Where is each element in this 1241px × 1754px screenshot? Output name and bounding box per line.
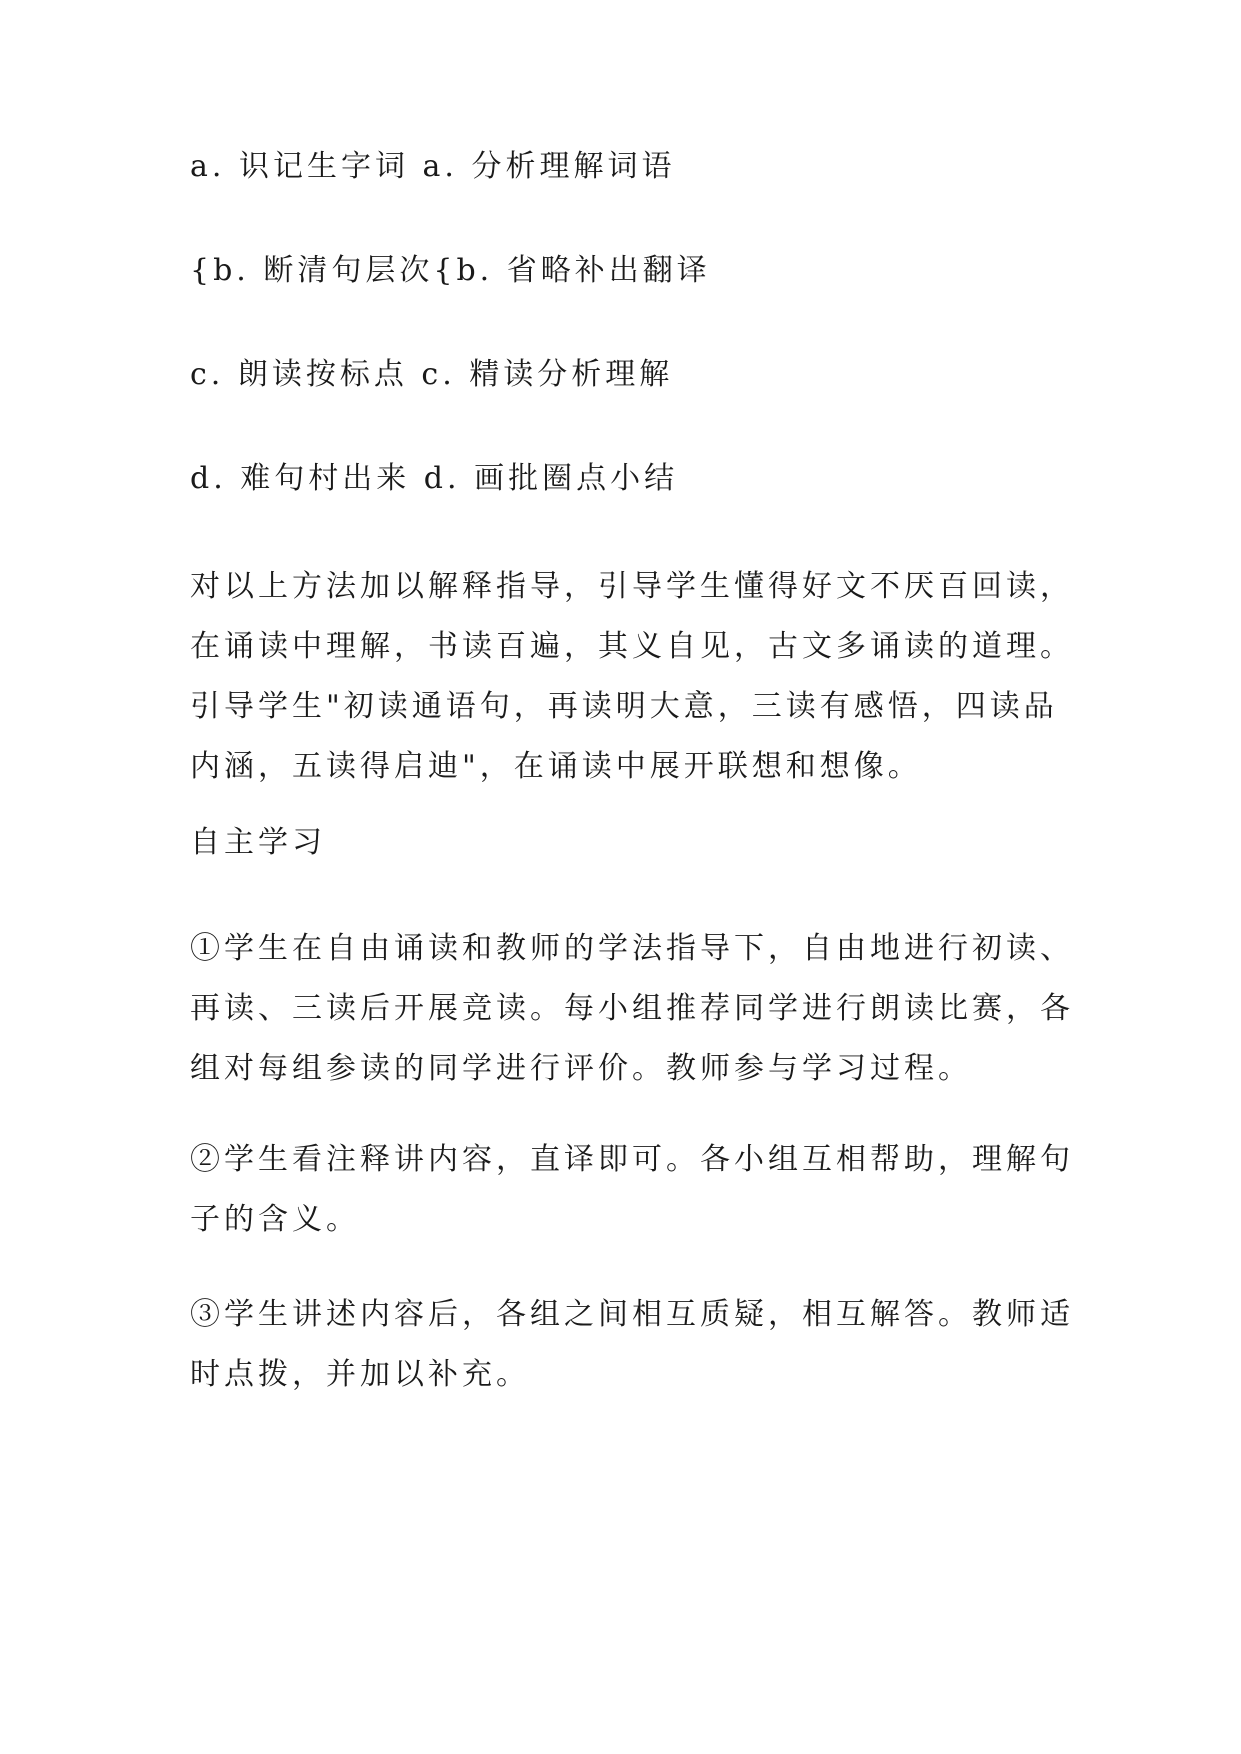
guidance-line: 内涵，五读得启迪"，在诵读中展开联想和想像。 [190, 749, 922, 784]
section-heading: 自主学习 [190, 825, 326, 860]
item-3-paragraph [190, 1285, 1074, 1405]
item-2-paragraph [190, 1130, 1074, 1250]
guidance-line: 对以上方法加以解释指导，引导学生懂得好文不厌百回读， [190, 569, 1074, 604]
method-line-c: c. 朗读按标点 c. 精读分析理解 [190, 357, 674, 392]
method-line-b: {b. 断清句层次{b. 省略补出翻译 [190, 253, 711, 288]
item-3-line: ③学生讲述内容后，各组之间相互质疑，相互解答。教师适 [190, 1297, 1074, 1332]
method-line-d: d. 难句村出来 d. 画批圈点小结 [190, 461, 679, 496]
item-1-line: 组对每组参读的同学进行评价。教师参与学习过程。 [190, 1051, 972, 1086]
item-3-line: 时点拨，并加以补充。 [190, 1357, 530, 1392]
item-2-line: ②学生看注释讲内容，直译即可。各小组互相帮助，理解句 [190, 1142, 1074, 1177]
guidance-line: 在诵读中理解，书读百遍，其义自见，古文多诵读的道理。 [190, 629, 1074, 664]
item-1-line: ①学生在自由诵读和教师的学法指导下，自由地进行初读、 [190, 931, 1074, 966]
guidance-line: 引导学生"初读通语句，再读明大意，三读有感悟，四读品 [190, 689, 1058, 724]
method-line-a: a. 识记生字词 a. 分析理解词语 [190, 149, 676, 184]
item-1-line: 再读、三读后开展竞读。每小组推荐同学进行朗读比赛，各 [190, 991, 1074, 1026]
guidance-paragraph [190, 557, 1074, 797]
item-1-paragraph [190, 919, 1074, 1099]
item-2-line: 子的含义。 [190, 1202, 360, 1237]
